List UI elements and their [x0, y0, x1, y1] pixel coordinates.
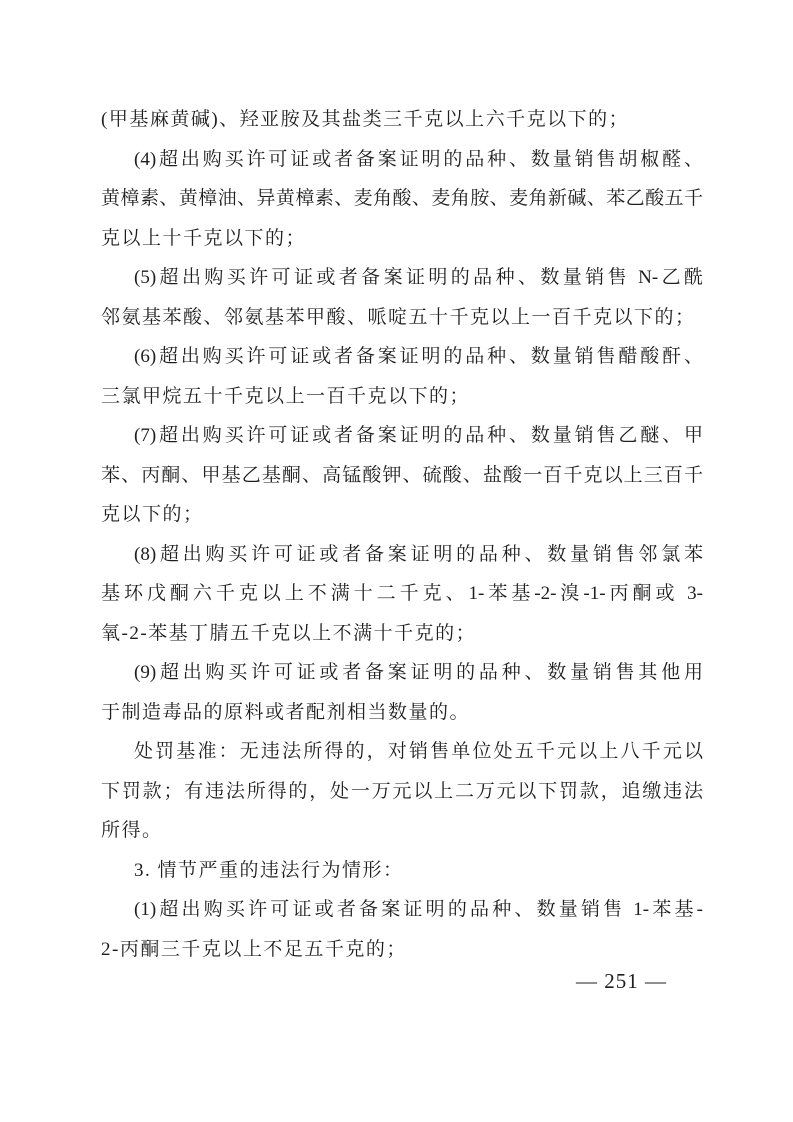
text-line: (6)超出购买许可证或者备案证明的品种、数量销售醋酸酐、	[134, 346, 703, 367]
text-line: 克以上十千克以下的；	[101, 227, 307, 249]
text-line: 所得。	[101, 820, 163, 841]
text-line: (8)超出购买许可证或者备案证明的品种、数量销售邻氯苯	[134, 543, 703, 565]
text-line: 基环戊酮六千克以上不满十二千克、1-苯基-2-溴-1-丙酮或 3-	[101, 583, 703, 604]
text-line: 邻氨基苯酸、邻氨基苯甲酸、哌啶五十千克以上一百千克以下的；	[101, 306, 696, 328]
text-line: 于制造毒品的原料或者配剂相当数量的。	[101, 701, 471, 723]
text-line: 处罚基准：无违法所得的，对销售单位处五千元以上八千元以	[134, 741, 703, 762]
text-line: 2-丙酮三千克以上不足五千克的；	[101, 938, 407, 960]
text-line: 苯、丙酮、甲基乙基酮、高锰酸钾、硫酸、盐酸一百千克以上三百千	[101, 464, 703, 486]
document-body	[101, 100, 703, 969]
text-line: 三氯甲烷五十千克以上一百千克以下的；	[101, 385, 471, 407]
text-line: 氧-2-苯基丁腈五千克以上不满十千克的；	[101, 622, 477, 644]
text-line: (4)超出购买许可证或者备案证明的品种、数量销售胡椒醛、	[134, 148, 703, 170]
text-line: (9)超出购买许可证或者备案证明的品种、数量销售其他用	[134, 662, 703, 683]
text-line: (1)超出购买许可证或者备案证明的品种、数量销售 1-苯基-	[134, 899, 703, 920]
text-line: 克以下的；	[101, 504, 204, 525]
page-number: — 251 —	[576, 969, 667, 993]
text-line: (7)超出购买许可证或者备案证明的品种、数量销售乙醚、甲	[134, 425, 703, 446]
text-line: 3. 情节严重的违法行为情形：	[134, 859, 404, 881]
text-line: (甲基麻黄碱)、羟亚胺及其盐类三千克以上六千克以下的；	[101, 109, 630, 130]
text-line: (5)超出购买许可证或者备案证明的品种、数量销售 N-乙酰	[134, 267, 703, 288]
text-line: 黄樟素、黄樟油、异黄樟素、麦角酸、麦角胺、麦角新碱、苯乙酸五千	[101, 188, 703, 209]
text-line: 下罚款；有违法所得的，处一万元以上二万元以下罚款，追缴违法	[101, 780, 703, 802]
